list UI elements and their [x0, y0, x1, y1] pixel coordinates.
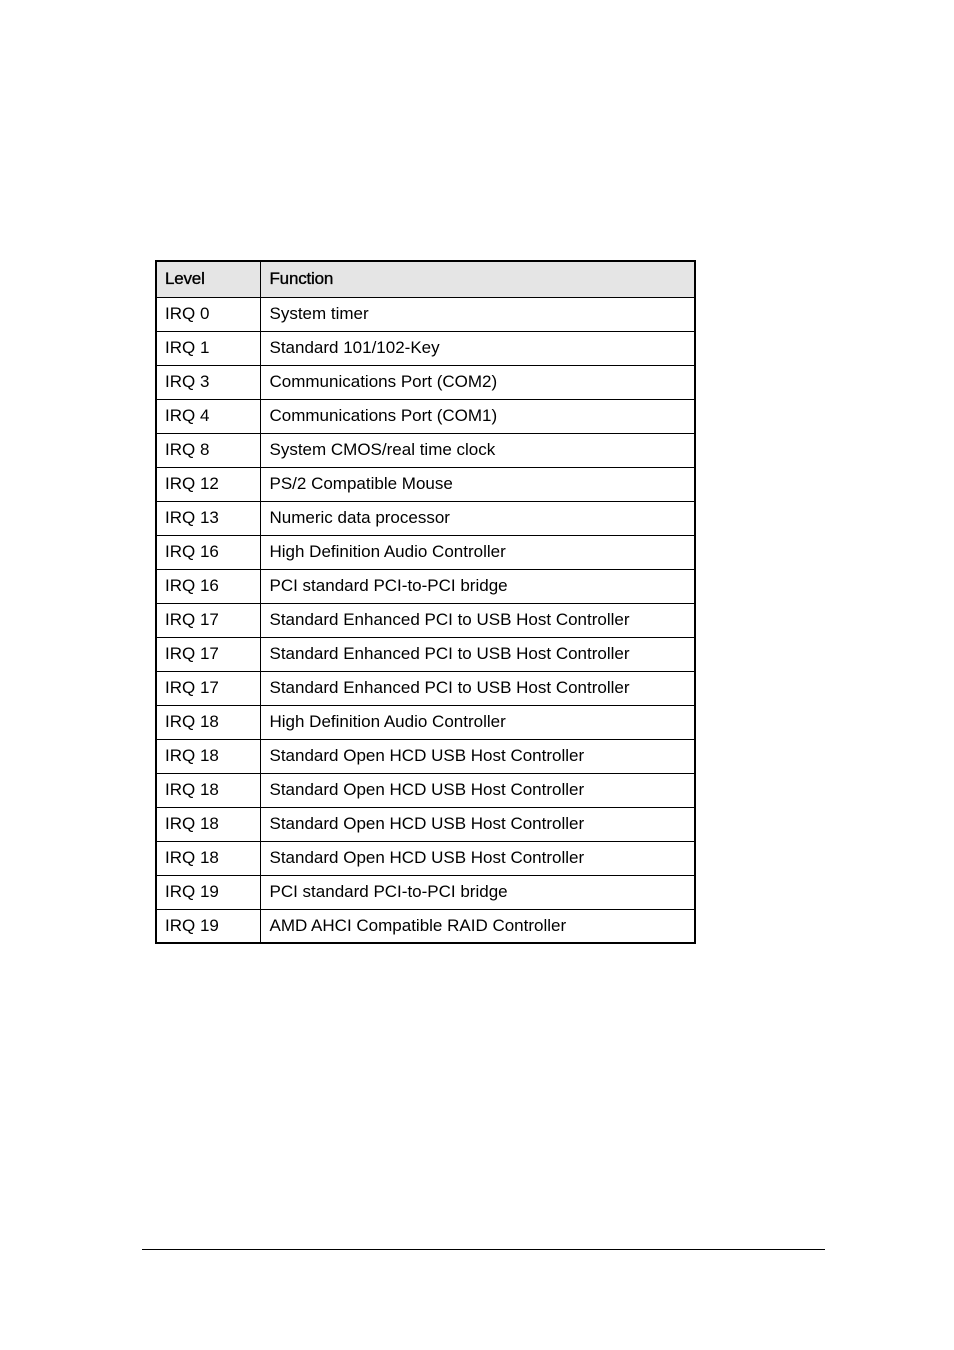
irq-function-cell: Standard Enhanced PCI to USB Host Controller: [260, 637, 695, 671]
irq-level-cell: IRQ 12: [156, 467, 260, 501]
irq-function-cell: Communications Port (COM2): [260, 365, 695, 399]
irq-level-cell: IRQ 18: [156, 807, 260, 841]
irq-level-cell: IRQ 17: [156, 603, 260, 637]
irq-function-cell: Communications Port (COM1): [260, 399, 695, 433]
irq-level-cell: IRQ 17: [156, 637, 260, 671]
irq-level-cell: IRQ 16: [156, 535, 260, 569]
irq-function-cell: System CMOS/real time clock: [260, 433, 695, 467]
table-row: [156, 603, 695, 637]
irq-level-cell: IRQ 18: [156, 773, 260, 807]
irq-function-cell: Standard Open HCD USB Host Controller: [260, 773, 695, 807]
irq-level-cell: IRQ 18: [156, 841, 260, 875]
irq-level-cell: IRQ 19: [156, 909, 260, 943]
table-row: [156, 535, 695, 569]
irq-level-cell: IRQ 13: [156, 501, 260, 535]
irq-function-cell: PCI standard PCI-to-PCI bridge: [260, 875, 695, 909]
irq-level-cell: IRQ 4: [156, 399, 260, 433]
irq-function-cell: Standard Open HCD USB Host Controller: [260, 807, 695, 841]
irq-level-cell: IRQ 18: [156, 739, 260, 773]
table-header-row: [156, 261, 695, 297]
irq-function-cell: Standard Enhanced PCI to USB Host Controller: [260, 603, 695, 637]
table-row: [156, 501, 695, 535]
table-row: [156, 807, 695, 841]
irq-level-cell: IRQ 16: [156, 569, 260, 603]
irq-level-cell: IRQ 8: [156, 433, 260, 467]
table-row: [156, 705, 695, 739]
footer-divider: [142, 1249, 825, 1250]
table-row: [156, 875, 695, 909]
column-header-function: Function: [260, 261, 695, 297]
irq-level-cell: IRQ 17: [156, 671, 260, 705]
table-row: [156, 773, 695, 807]
table-row: [156, 671, 695, 705]
irq-level-cell: IRQ 1: [156, 331, 260, 365]
irq-assignment-table: [155, 260, 696, 944]
irq-function-cell: Standard Open HCD USB Host Controller: [260, 841, 695, 875]
table-row: [156, 433, 695, 467]
irq-function-cell: PS/2 Compatible Mouse: [260, 467, 695, 501]
table-row: [156, 467, 695, 501]
table-body: [156, 297, 695, 943]
irq-function-cell: System timer: [260, 297, 695, 331]
irq-function-cell: Standard Enhanced PCI to USB Host Controller: [260, 671, 695, 705]
irq-function-cell: High Definition Audio Controller: [260, 535, 695, 569]
table-row: [156, 399, 695, 433]
irq-function-cell: Numeric data processor: [260, 501, 695, 535]
irq-function-cell: High Definition Audio Controller: [260, 705, 695, 739]
irq-level-cell: IRQ 3: [156, 365, 260, 399]
irq-function-cell: AMD AHCI Compatible RAID Controller: [260, 909, 695, 943]
table-row: [156, 297, 695, 331]
irq-level-cell: IRQ 18: [156, 705, 260, 739]
table-row: [156, 739, 695, 773]
table-row: [156, 637, 695, 671]
irq-level-cell: IRQ 19: [156, 875, 260, 909]
irq-level-cell: IRQ 0: [156, 297, 260, 331]
table-row: [156, 569, 695, 603]
irq-function-cell: Standard 101/102-Key: [260, 331, 695, 365]
table-row: [156, 331, 695, 365]
column-header-level: Level: [156, 261, 260, 297]
table-row: [156, 365, 695, 399]
irq-function-cell: Standard Open HCD USB Host Controller: [260, 739, 695, 773]
irq-function-cell: PCI standard PCI-to-PCI bridge: [260, 569, 695, 603]
table-row: [156, 909, 695, 943]
table-row: [156, 841, 695, 875]
